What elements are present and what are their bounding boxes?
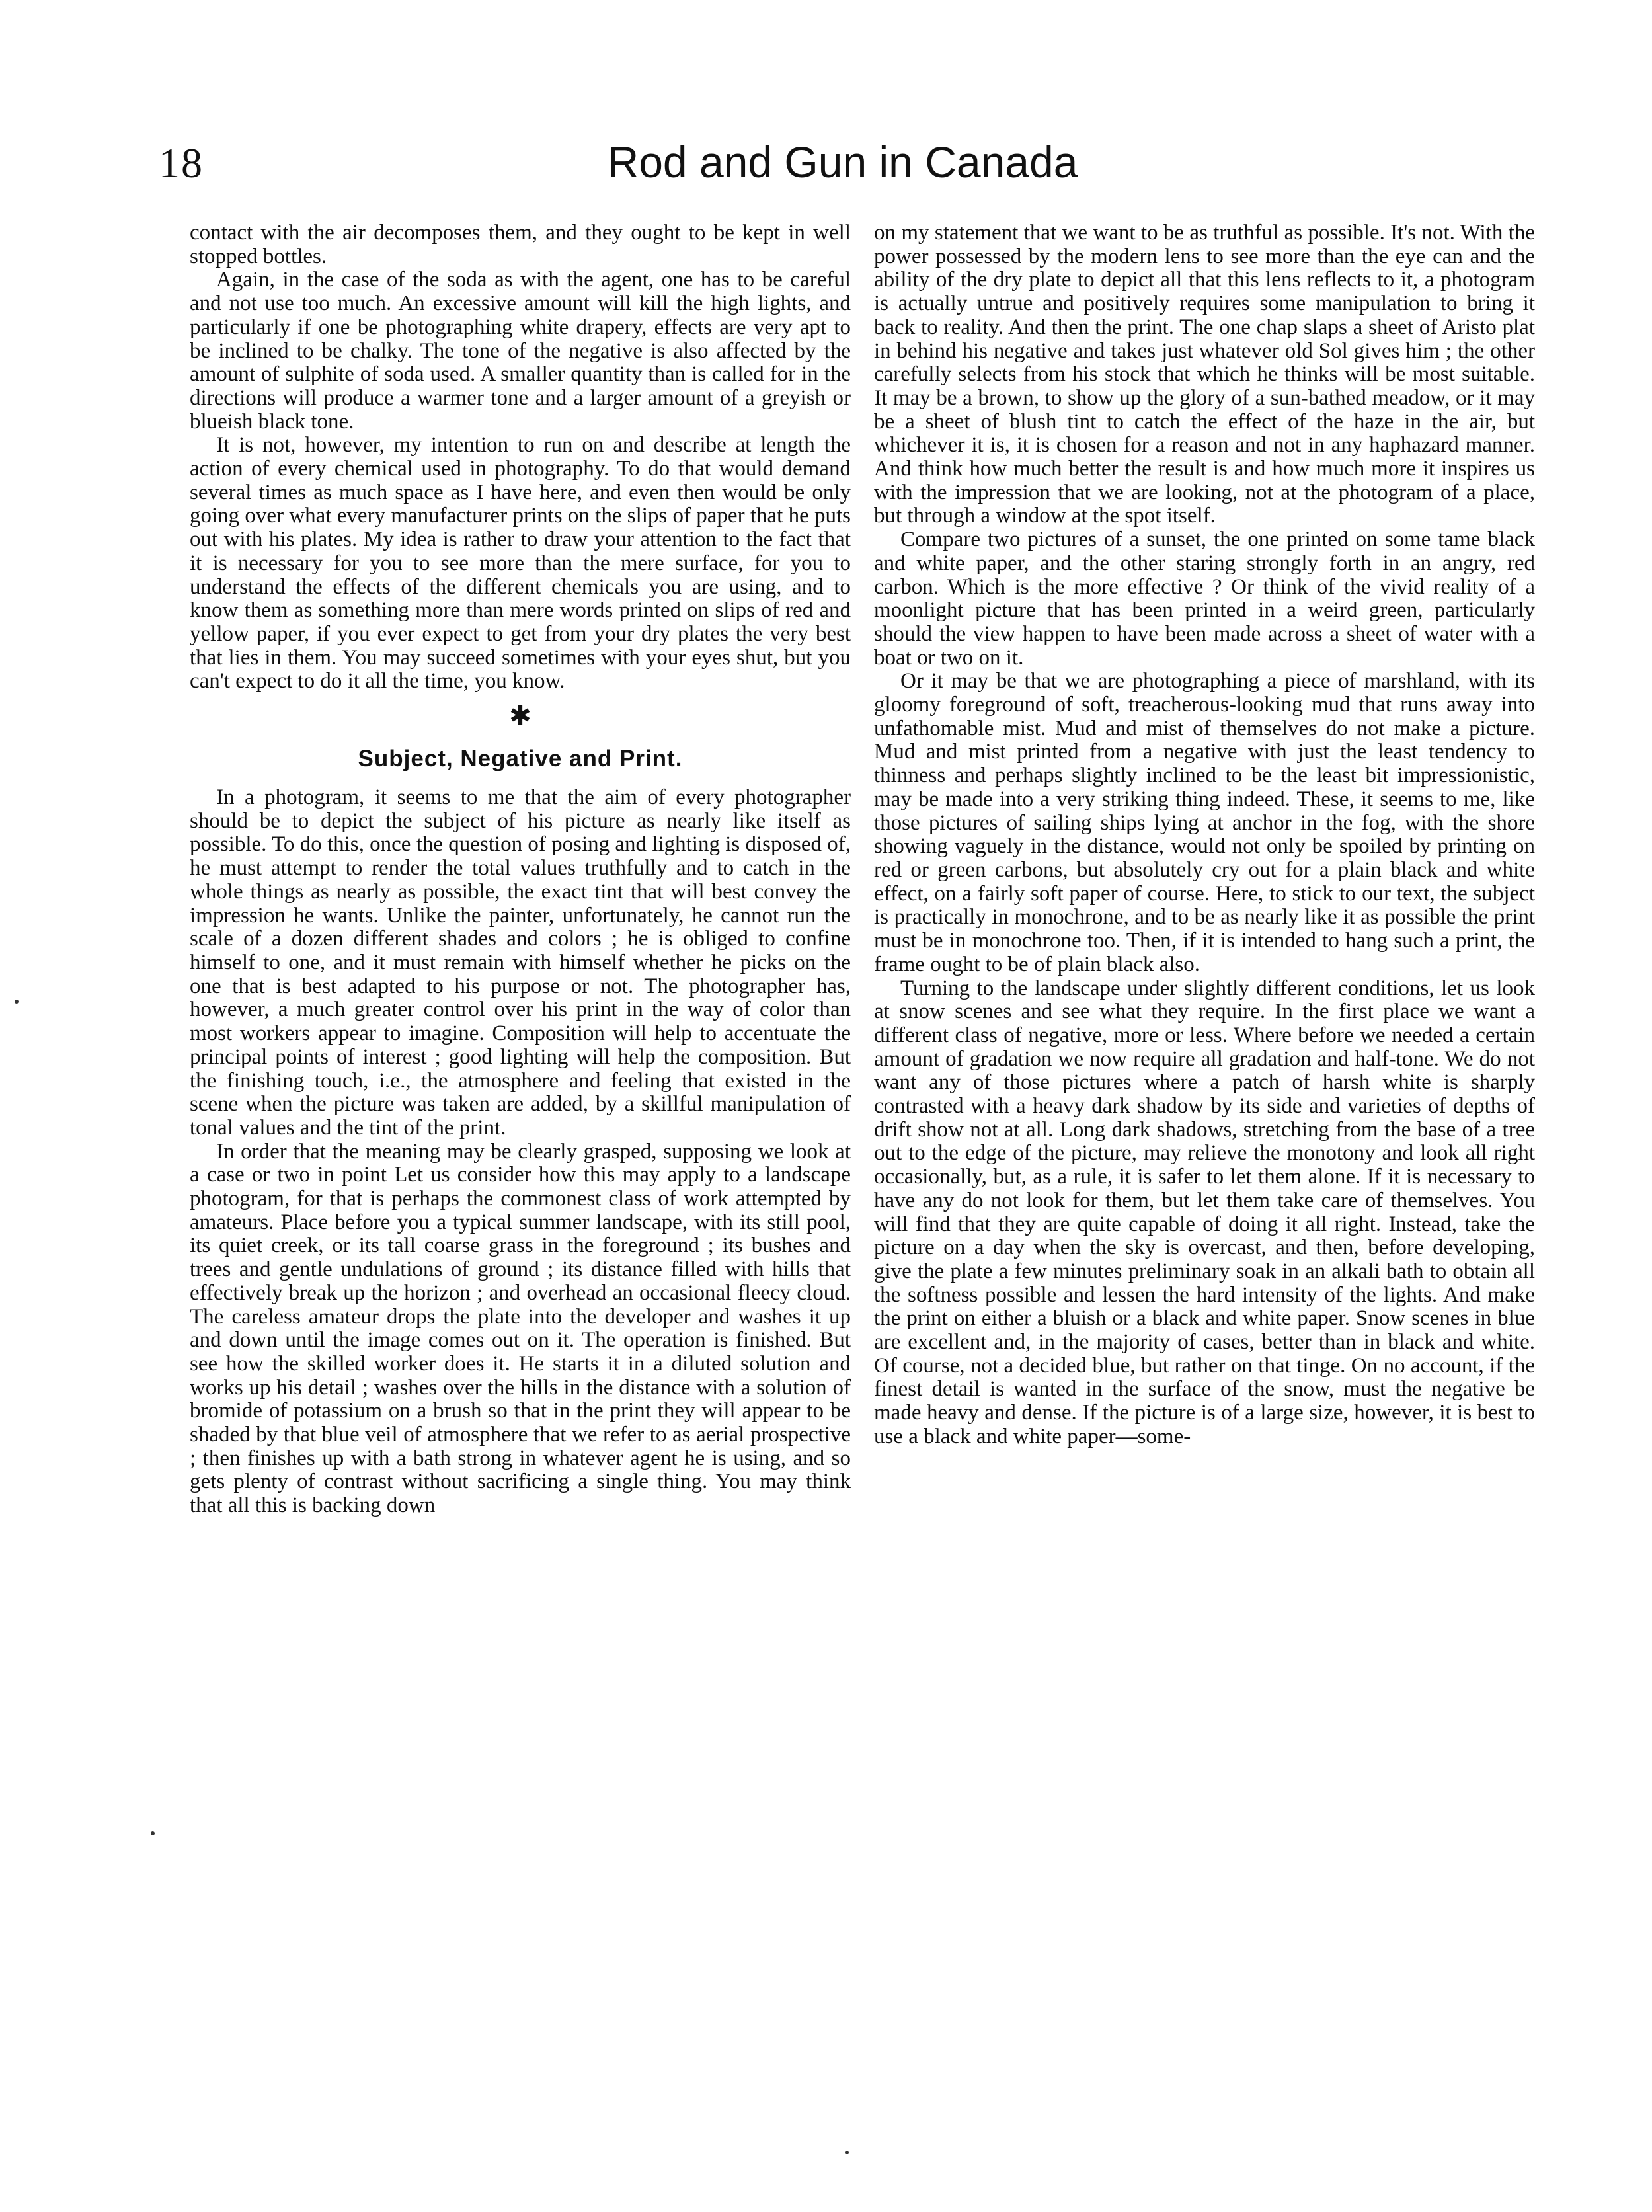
section-ornament: ✱ [509,701,531,731]
paragraph: Turning to the landscape under slightly different conditions, let us look at snow scenes and see what they require. In the first place we want a different class of negative, more or less. Where before we needed a certain amount of gradation we now require all gradation and half-tone. We do not want any of those pictures where a patch of harsh white is sharply contrasted with a heavy dark shadow by its side and varieties of depths of drift show not at all. Long dark shadows, stretching from the base of a tree out to the edge of the picture, may relieve the monotony and look all right occasionally, but, as a rule, it is safer to let them alone. If it is necessary to have any do not look for them, but let them take care of themselves. You will find that they are quite capable of doing it all right. Instead, take the picture on a day when the sky is overcast, and then, before developing, give the plate a few minutes preliminary soak in an alkali bath to obtain all the softness possible and lessen the hard intensity of the lights. And make the print on either a bluish or a black and white paper. Snow scenes in blue are excellent and, in the majority of cases, better than in black and white. Of course, not a decided blue, but rather on that tinge. On no account, if the finest detail is wanted in the surface of the snow, must the negative be made heavy and dense. If the picture is of a large size, however, it is best to use a black and white paper—some- [874,976,1535,1448]
paragraph: In a photogram, it seems to me that the aim of every photographer should be to depict the subject of his picture as nearly like itself as possible. To do this, once the question of posing and lighting is disposed of, he must attempt to render the total values truthfully and to catch in the whole things as nearly as possible, the exact tint that will best convey the impression he wants. Unlike the painter, unfortunately, he cannot run the scale of a dozen different shades and colors ; he is obliged to confine himself to one, and it must remain with himself whether he picks on the one that is best adapted to his purpose or not. The photographer has, however, a much greater control over his print in the way of color than most workers appear to imagine. Composition will help to accentuate the principal points of interest ; good lighting will help the composition. But the finishing touch, i.e., the atmosphere and feeling that existed in the scene when the picture was taken are added, by a skillful manipulation of tonal values and the tint of the print. [190,785,851,1140]
print-speck [845,2151,849,2154]
left-column [190,221,851,1960]
print-speck [15,1000,19,1004]
page-number: 18 [159,139,204,186]
paragraph: Again, in the case of the soda as with the agent, one has to be careful and not use too much. An excessive amount will kill the high lights, and particularly if one be photographing white drapery, effects are very apt to be inclined to be chalky. The tone of the negative is also affected by the amount of sulphite of soda used. A smaller quantity than is called for in the directions will produce a warmer tone and a larger amount of a greyish or blueish black tone. [190,268,851,434]
running-title: Rod and Gun in Canada [607,138,1078,186]
paragraph: Or it may be that we are photographing a piece of marshland, with its gloomy foreground of soft, treacherous-looking mud that runs away into unfathomable mist. Mud and mist of themselves do not make a picture. Mud and mist printed from a negative with just the least tendency to thinness and perhaps slightly inclined to be the least bit impressionistic, may be made into a very striking thing indeed. These, it seems to me, like those pictures of sailing ships lying at anchor in the fog, with the shore showing vaguely in the distance, would not only be spoiled by printing on red or green carbons, but absolutely cry out for a plain black and white effect, on a fairly soft paper of course. Here, to stick to our text, the subject is practically in monochrone, and to be as nearly like it as possible the print must be in monochrone too. Then, if it is intended to hang such a print, the frame ought to be of plain black also. [874,669,1535,976]
paragraph: on my statement that we want to be as truthful as possible. It's not. With the power possessed by the modern lens to see more than the eye can and the ability of the dry plate to depict all that this lens reflects to it, a photogram is actually untrue and positively requires some manipulation to bring it back to reality. And then the print. The one chap slaps a sheet of Aristo plat in behind his negative and takes just whatever old Sol gives him ; the other carefully selects from his stock that which he thinks will be most suitable. It may be a brown, to show up the glory of a sun-bathed meadow, or it may be a sheet of blush tint to catch the effect of the haze in the air, but whichever it is, it is chosen for a reason and not in any haphazard manner. And think how much better the result is and how much more it inspires us with the impression that we are looking, not at the photogram of a place, but through a window at the spot itself. [874,221,1535,528]
right-column [874,221,1535,1960]
print-speck [151,1831,155,1835]
paragraph: Compare two pictures of a sunset, the one printed on some tame black and white paper, and the other staring strongly forth in an angry, red carbon. Which is the more effective ? Or think of the vivid reality of a moonlight picture that has been printed in a weird green, particularly should the view happen to have been made across a sheet of water with a boat or two on it. [874,528,1535,670]
paragraph: contact with the air decomposes them, and they ought to be kept in well stopped bottles. [190,221,851,268]
section-heading: Subject, Negative and Print. [358,746,683,772]
paragraph: In order that the meaning may be clearly grasped, supposing we look at a case or two in point Let us consider how this may apply to a landscape photogram, for that is perhaps the commonest class of work attempted by amateurs. Place before you a typical summer landscape, with its still pool, its quiet creek, or its tall coarse grass in the foreground ; its bushes and trees and gentle undulations of ground ; its distance filled with hills that effectively break up the horizon ; and overhead an occasional fleecy cloud. The careless amateur drops the plate into the developer and washes it up and down until the image comes out on it. The operation is finished. But see how the skilled worker does it. He starts it in a diluted solution and works up his detail ; washes over the hills in the distance with a solution of bromide of potassium on a brush so that in the print they will appear to be shaded by that blue veil of atmosphere that we refer to as aerial prospective ; then finishes up with a bath strong in whatever agent he is using, and so gets plenty of contrast without sacrificing a single thing. You may think that all this is backing down [190,1139,851,1518]
paragraph: It is not, however, my intention to run on and describe at length the action of every chemical used in photography. To do that would demand several times as much space as I have here, and even then would be only going over what every manufacturer prints on the slips of paper that he puts out with his plates. My idea is rather to draw your attention to the fact that it is necessary for you to see more than the mere surface, for you to understand the effects of the different chemicals you are using, and to know them as something more than mere words printed on slips of red and yellow paper, if you ever expect to get from your dry plates the very best that lies in them. You may succeed sometimes with your eyes shut, but you can't expect to do it all the time, you know. [190,433,851,693]
